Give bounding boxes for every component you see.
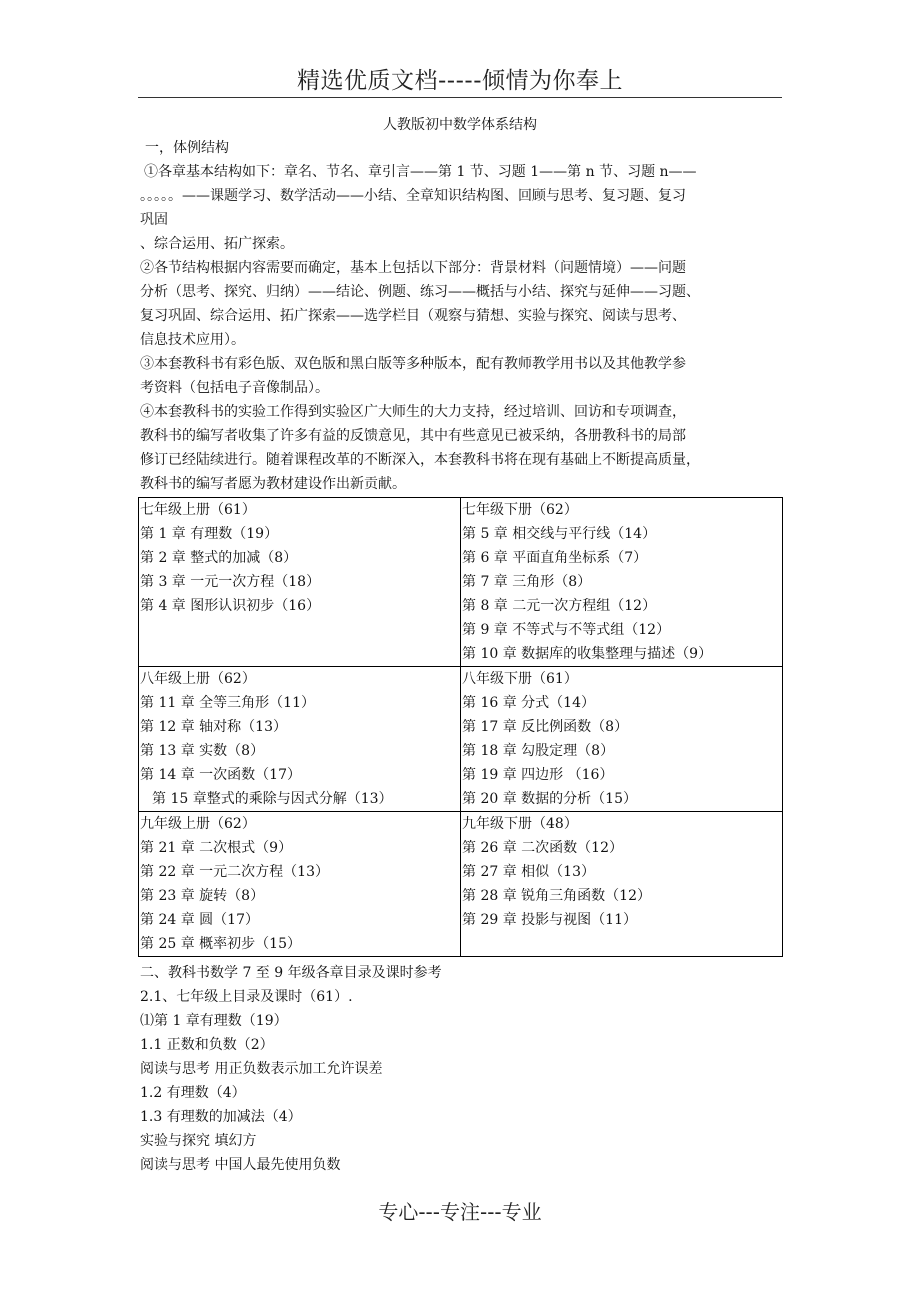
- grade-heading: 九年级下册（48）: [462, 816, 578, 832]
- paragraph-4: [140, 400, 784, 496]
- chapter-entry: 第 9 章 不等式与不等式组（12）: [462, 622, 671, 638]
- grade-heading: 八年级下册（61）: [462, 671, 578, 687]
- chapter-entry: 第 10 章 数据库的收集整理与描述（9）: [462, 646, 713, 662]
- chapter-entry: 第 15 章整式的乘除与因式分解（13）: [152, 791, 393, 807]
- chapter-entry: 第 6 章 平面直角坐标系（7）: [462, 550, 648, 566]
- chapter-entry: 第 3 章 一元一次方程（18）: [140, 574, 321, 590]
- text-line: 复习巩固、综合运用、拓广探索——选学栏目（观察与猜想、实验与探究、阅读与思考、: [140, 308, 686, 324]
- text-line: 1.3 有理数的加减法（4）: [140, 1109, 302, 1125]
- text-line: 。。。。。——课题学习、数学活动——小结、全章知识结构图、回顾与思考、复习题、复习: [140, 188, 686, 204]
- table-cell-grade7-second: [461, 498, 783, 667]
- chapter-entry: 第 26 章 二次函数（12）: [462, 840, 623, 856]
- chapter-entry: 第 17 章 反比例函数（8）: [462, 719, 629, 735]
- chapter-entry: 第 29 章 投影与视图（11）: [462, 912, 637, 928]
- text-line: 分析（思考、探究、归纳）——结论、例题、练习——概括与小结、探究与延伸——习题、: [140, 284, 700, 300]
- text-line: ②各节结构根据内容需要而确定，基本上包括以下部分：背景材料（问题情境）——问题: [140, 260, 686, 276]
- chapter-entry: 第 28 章 锐角三角函数（12）: [462, 888, 651, 904]
- grade-heading: 九年级上册（62）: [140, 816, 256, 832]
- chapter-entry: 第 27 章 相似（13）: [462, 864, 595, 880]
- chapter-entry: 第 24 章 圆（17）: [140, 912, 259, 928]
- text-line: 阅读与思考 用正负数表示加工允许误差: [140, 1061, 383, 1077]
- document-title: 人教版初中数学体系结构: [383, 117, 537, 133]
- chapter-entry: 第 5 章 相交线与平行线（14）: [462, 526, 657, 542]
- table-cell-grade9-first: [139, 812, 461, 957]
- chapter-entry: 第 12 章 轴对称（13）: [140, 719, 287, 735]
- chapter-entry: 第 1 章 有理数（19）: [140, 526, 279, 542]
- text-line: ④本套教科书的实验工作得到实验区广大师生的大力支持，经过培训、回访和专项调查，: [140, 404, 686, 420]
- chapter-entry: 第 18 章 勾股定理（8）: [462, 743, 615, 759]
- chapter-entry: 第 22 章 一元二次方程（13）: [140, 864, 329, 880]
- grade-heading: 七年级上册（61）: [140, 502, 256, 518]
- paragraph-3: [140, 352, 784, 400]
- grade-heading: 七年级下册（62）: [462, 502, 578, 518]
- header-rule: [138, 97, 782, 98]
- chapter-entry: 第 7 章 三角形（8）: [462, 574, 592, 590]
- header-banner: 精选优质文档-----倾情为你奉上: [297, 68, 623, 94]
- text-line: 教科书的编写者愿为教材建设作出新贡献。: [140, 476, 406, 492]
- text-line: ⑴第 1 章有理数（19）: [140, 1013, 288, 1029]
- footer-text: 专心---专注---专业: [378, 1200, 542, 1224]
- text-line: 巩固: [140, 212, 168, 228]
- section2-heading: 二、教科书数学 7 至 9 年级各章目录及课时参考: [140, 965, 442, 981]
- paragraph-1: [140, 160, 784, 256]
- chapter-entry: 第 11 章 全等三角形（11）: [140, 695, 315, 711]
- text-line: ③本套教科书有彩色版、双色版和黑白版等多种版本，配有教师教学用书以及其他教学参: [140, 356, 686, 372]
- chapter-entry: 第 4 章 图形认识初步（16）: [140, 598, 321, 614]
- table-cell-grade8-second: [461, 667, 783, 812]
- chapter-entry: 第 20 章 数据的分析（15）: [462, 791, 637, 807]
- table-cell-grade9-second: [461, 812, 783, 957]
- text-line: 1.1 正数和负数（2）: [140, 1037, 274, 1053]
- text-line: ①各章基本结构如下：章名、节名、章引言——第 1 节、习题 1——第 n 节、习题 n——: [144, 164, 697, 180]
- chapter-entry: 第 21 章 二次根式（9）: [140, 840, 293, 856]
- chapter-entry: 第 19 章 四边形 （16）: [462, 767, 614, 783]
- table-row: [139, 812, 783, 957]
- section1-heading: 一，体例结构: [145, 140, 229, 156]
- table-cell-grade7-first: [139, 498, 461, 667]
- table-row: [139, 498, 783, 667]
- chapter-entry: 第 25 章 概率初步（15）: [140, 936, 301, 952]
- table-row: [139, 667, 783, 812]
- section2: [140, 961, 784, 1177]
- chapter-entry: 第 8 章 二元一次方程组（12）: [462, 598, 657, 614]
- chapter-entry: 第 16 章 分式（14）: [462, 695, 595, 711]
- paragraph-2: [140, 256, 784, 352]
- text-line: 修订已经陆续进行。随着课程改革的不断深入，本套教科书将在现有基础上不断提高质量，: [140, 452, 700, 468]
- chapter-entry: 第 2 章 整式的加减（8）: [140, 550, 298, 566]
- text-line: 1.2 有理数（4）: [140, 1085, 246, 1101]
- table-cell-grade8-first: [139, 667, 461, 812]
- chapter-table: [138, 497, 783, 957]
- text-line: 教科书的编写者收集了许多有益的反馈意见，其中有些意见已被采纳，各册教科书的局部: [140, 428, 686, 444]
- text-line: 信息技术应用）。: [140, 332, 245, 348]
- text-line: 实验与探究 填幻方: [140, 1133, 257, 1149]
- grade-heading: 八年级上册（62）: [140, 671, 256, 687]
- text-line: 考资料（包括电子音像制品）。: [140, 380, 329, 396]
- chapter-entry: 第 23 章 旋转（8）: [140, 888, 265, 904]
- text-line: 、综合运用、拓广探索。: [140, 236, 294, 252]
- chapter-entry: 第 13 章 实数（8）: [140, 743, 265, 759]
- text-line: 2.1、七年级上目录及课时（61）.: [140, 989, 353, 1005]
- text-line: 阅读与思考 中国人最先使用负数: [140, 1157, 341, 1173]
- chapter-entry: 第 14 章 一次函数（17）: [140, 767, 301, 783]
